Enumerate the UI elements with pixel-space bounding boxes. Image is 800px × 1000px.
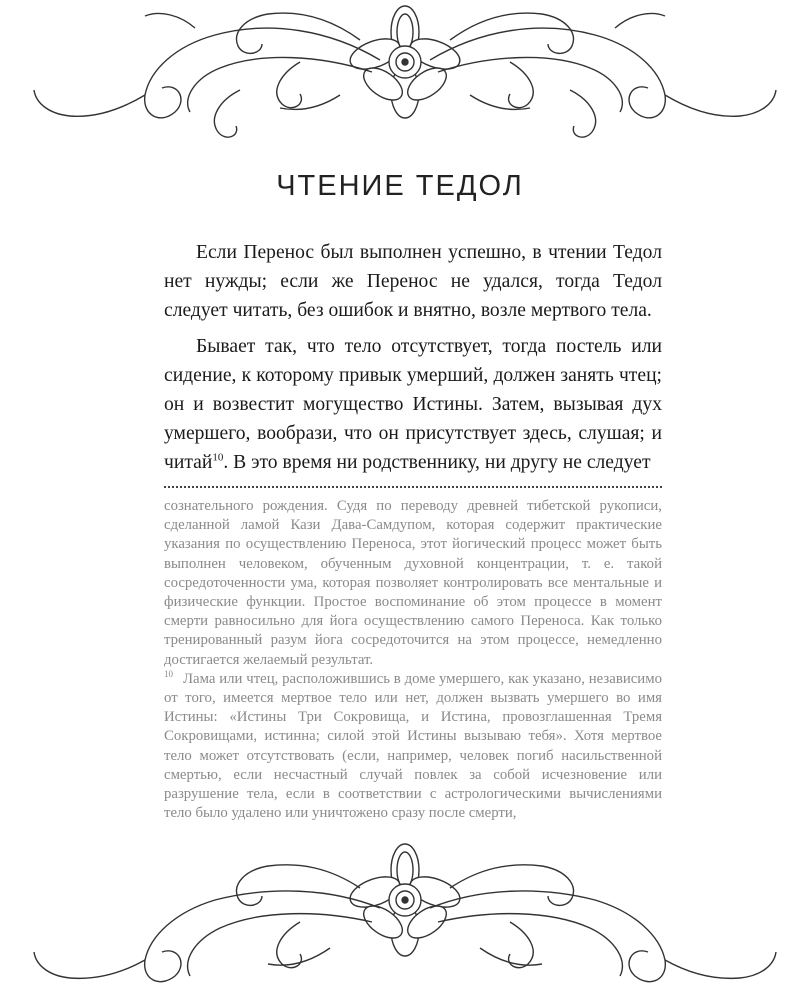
paragraph-2-text-end: . В это время ни родственнику, ни другу не следует — [223, 452, 651, 473]
footnote-reference: 10 — [212, 451, 224, 464]
footnote-10-text: Лама или чтец, расположившись в доме умершего, как указано, независимо от того, имеется мертвое тело или нет, должен вызвать умершего во имя Истины: «Истины Три Сокровища, и Истина, провозглашенная Тремя Сокровищами, истинна; силой этой Истины вызываю тебя». Хотя мертвое тело может отсутствовать (если, например, человек погиб насильственной смертью, если несчастный случай повлек за собой исчезновение или разрушение тела, если в соответствии с астрологическими вычислениями тело было удалено или уничтожено сразу после смерти, — [164, 670, 662, 822]
footnote-10 — [164, 670, 662, 824]
paragraph-1: Если Перенос был выполнен успешно, в чтении Тедол нет нужды; если же Перенос не удался, тогда Тедол следует читать, без ошибок и внятно, возле мертвого тела. — [164, 242, 662, 321]
bottom-floral-ornament — [0, 838, 800, 1000]
footnotes — [164, 497, 662, 823]
paragraph-2 — [164, 332, 662, 477]
footnote-10-number: 10 — [164, 668, 173, 679]
paragraph-2-text-start: Бывает так, что тело отсутствует, тогда постель или сидение, к которому привык умерший, должен занять чтец; он и возвестит могущество Истины. Затем, вызывая дух умершего, вообрази, что он присутствует здесь, слушая; и читай — [164, 336, 662, 473]
top-floral-ornament — [0, 0, 800, 150]
footnote-separator — [164, 486, 662, 488]
main-text — [164, 238, 662, 477]
chapter-title: ЧТЕНИЕ ТЕДОЛ — [276, 170, 524, 202]
footnote-continuation: сознательного рождения. Судя по переводу древней тибетской рукописи, сделанной ламой Кази Дава-Самдупом, которая содержит практические указания по осуществлению Переноса, этот йогический процесс может быть выполнен человеком, обученным духовной концентрации, т. е. такой сосредоточенности ума, которая позволяет контролировать все ментальные и физические функции. Простое воспоминание об этом процессе в момент смерти равносильно для йога осуществлению самого Переноса. Как только тренированный разум йога сосредоточится на этом процессе, немедленно достигается желаемый результат. — [164, 498, 662, 668]
